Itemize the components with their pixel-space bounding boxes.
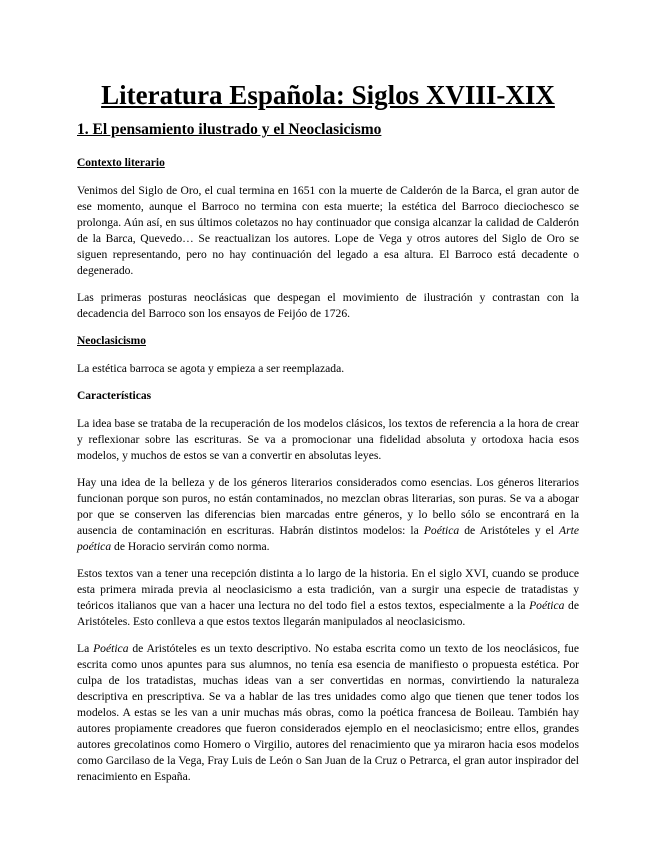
- subheading-neoclasicismo: Neoclasicismo: [77, 335, 146, 347]
- paragraph-contexto-2: Las primeras posturas neoclásicas que despegan el movimiento de ilustración y contrastan con la decadencia del Barroco son los ensayos de Feijóo de 1726.: [77, 291, 579, 320]
- paragraph-caracteristicas-1: La idea base se trataba de la recuperación de los modelos clásicos, los textos de referencia a la hora de crear y reflexionar sobre las escrituras. Se va a promocionar una fidelidad absoluta y ortodoxa hacia esos modelos, y muchos de estos se van a convertir en absolutas leyes.: [77, 417, 579, 462]
- text-run: Estos textos van a tener una recepción distinta a lo largo de la historia. En el siglo XVI, cuando se produce esta primera mirada previa al neoclasicismo a esta tradición, van a surgir una especie de tratadistas y teóricos italianos que van a hacer una lectura no del todo fiel a estos textos, especialmente a la: [77, 567, 579, 612]
- paragraph-contexto-1: Venimos del Siglo de Oro, el cual termina en 1651 con la muerte de Calderón de la Barca, el gran autor de ese momento, aunque el Barroco no termina con esta muerte; la estética del Barroco dieciochesco se prolonga. Aún así, en sus últimos coletazos no hay continuador que consiga alcanzar la calidad de Calderón de la Barca, Quevedo… Se reactualizan los autores. Lope de Vega y otros autores del Siglo de Oro se siguen representando, pero no hay continuación del legado a esa altura. El Barroco está decadente o degenerado.: [77, 184, 579, 277]
- paragraph-caracteristicas-4: [77, 641, 579, 785]
- text-run: de Aristóteles. Esto conlleva a que estos textos llegarán manipulados al neoclasicismo.: [77, 599, 579, 628]
- document-title: Literatura Española: Siglos XVIII-XIX: [101, 80, 555, 110]
- text-run: de Aristóteles es un texto descriptivo. No estaba escrita como un texto de los neoclásicos, fue escrita como unos apuntes para sus alumnos, no tenía esa esencia de manifiesto o propuesta estética. Por culpa de los tratadistas, muchas ideas van a ser convertidas en normas, convirtiendo la naturaleza descriptiva en prescriptiva. Se va a hablar de las tres unidades como algo que tienen que tener todos los modelos. A estas se les van a unir muchas más obras, como la poética francesa de Boileau. También hay autores propiamente creadores que fueron considerados ejemplo en el neoclasicismo; entre ellos, grandes autores grecolatinos como Homero o Virgilio, autores del renacimiento que ya miraron hacia esos modelos como Garcilaso de la Vega, Fray Luis de León o San Juan de la Cruz o Petrarca, el gran autor inspirador del renacimiento en España.: [77, 642, 579, 783]
- section-title: 1. El pensamiento ilustrado y el Neoclasicismo: [77, 121, 382, 138]
- subheading-caracteristicas: Características: [77, 390, 152, 402]
- subheading-contexto-literario: Contexto literario: [77, 157, 165, 169]
- text-run: de Aristóteles y el: [459, 524, 560, 537]
- italic-title-poetica: Poética: [423, 524, 460, 537]
- text-run: de Horacio servirán como norma.: [111, 540, 270, 553]
- paragraph-caracteristicas-3: [77, 566, 579, 630]
- italic-title-poetica: Poética: [529, 599, 565, 612]
- text-run: La: [77, 642, 94, 655]
- text-run: Hay una idea de la belleza y de los géneros literarios considerados como esencias. Los géneros literarios funcionan porque son puros, no están contaminados, no mezclan obras literarias, son puras. Se va a abogar por que se conserven las diferencias bien marcadas entre géneros, y lo bello sólo se encontrará en la ausencia de contaminación en escrituras. Habrán distintos modelos: la: [77, 476, 579, 537]
- paragraph-caracteristicas-2: [77, 475, 579, 555]
- italic-title-poetica: Poética: [93, 642, 129, 655]
- paragraph-neoclasicismo-1: La estética barroca se agota y empieza a ser reemplazada.: [77, 362, 345, 375]
- italic-title-arte-poetica: Arte poética: [77, 524, 579, 553]
